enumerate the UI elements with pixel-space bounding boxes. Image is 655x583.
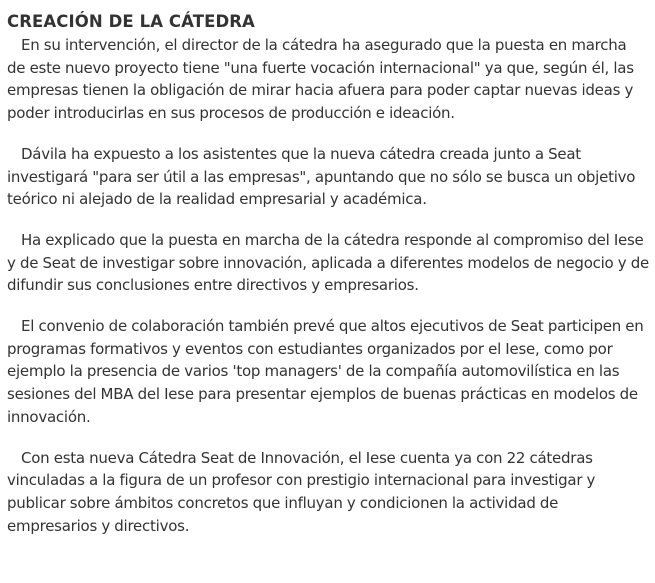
paragraph-1: En su intervención, el director de la cátedra ha asegurado que la puesta en marcha de este nuevo proyecto tiene "una fuerte vocación internacional" ya que, según él, las empresas tienen la obligación de mirar hacia afuera para poder captar nuevas ideas y poder introducirlas en sus procesos de producción e ideación. xyxy=(7,36,634,123)
paragraph-3: Ha explicado que la puesta en marcha de la cátedra responde al compromiso del Iese y de Seat de investigar sobre innovación, aplicada a diferentes modelos de negocio y de difundir sus conclusiones entre directivos y empresarios. xyxy=(7,230,649,295)
paragraph-2: Dávila ha expuesto a los asistentes que la nueva cátedra creada junto a Seat investigará "para ser útil a las empresas", apuntando que no sólo se busca un objetivo teórico ni alejado de la realidad empresarial y académica. xyxy=(7,144,636,209)
paragraph-5: Con esta nueva Cátedra Seat de Innovación, el Iese cuenta ya con 22 cátedras vinculadas a la figura de un profesor con prestigio internacional para investigar y publicar sobre ámbitos concretos que influyan y condicionen la actividad de empresarios y directivos. xyxy=(7,448,596,535)
paragraph-4: El convenio de colaboración también prevé que altos ejecutivos de Seat participen en programas formativos y eventos con estudiantes organizados por el Iese, como por ejemplo la presencia de varios 'top managers' de la compañía automovilística en las sesiones del MBA del Iese para presentar ejemplos de buenas prácticas en modelos de innovación. xyxy=(7,317,644,426)
section-heading: CREACIÓN DE LA CÁTEDRA xyxy=(7,12,255,31)
